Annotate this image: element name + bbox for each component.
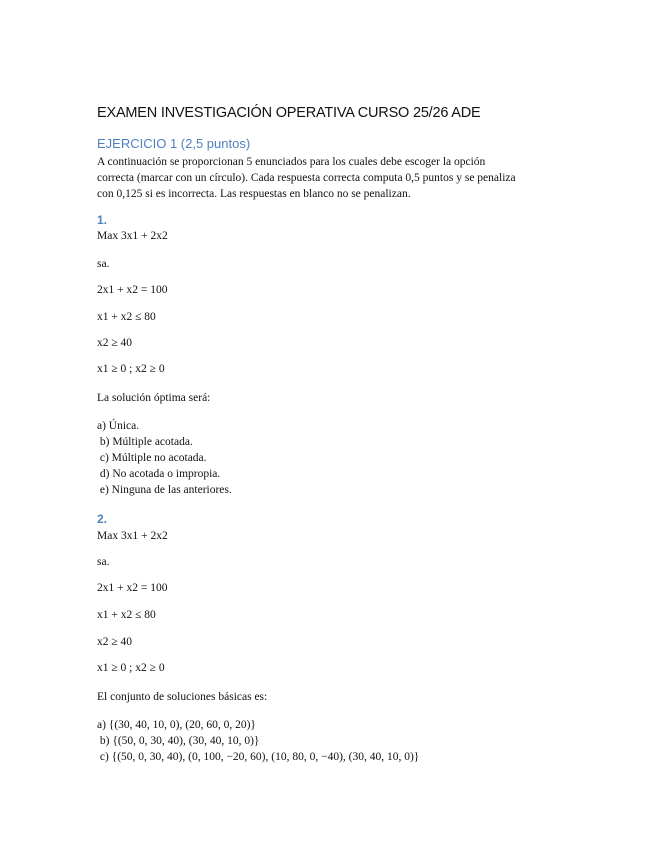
q2-subject-to: sa.	[97, 556, 110, 568]
q2-constraint-2: x1 + x2 ≤ 80	[97, 609, 156, 621]
q2-constraint-3: x2 ≥ 40	[97, 636, 133, 648]
q1-subject-to: sa.	[97, 258, 110, 270]
q1-constraint-4: x1 ≥ 0 ; x2 ≥ 0	[97, 363, 165, 375]
question-2-number: 2.	[97, 512, 108, 526]
q1-constraint-3: x2 ≥ 40	[97, 337, 133, 349]
q1-option-c: c) Múltiple no acotada.	[97, 452, 207, 464]
q2-objective: Max 3x1 + 2x2	[97, 530, 168, 542]
exercise-heading: EJERCICIO 1 (2,5 puntos)	[97, 136, 251, 151]
q1-option-b: b) Múltiple acotada.	[97, 436, 193, 448]
intro-line-2: correcta (marcar con un círculo). Cada respuesta correcta computa 0,5 puntos y se penaliza	[97, 172, 516, 184]
intro-line-1: A continuación se proporcionan 5 enunciados para los cuales debe escoger la opción	[97, 156, 486, 168]
q2-option-b: b) {(50, 0, 30, 40), (30, 40, 10, 0)}	[97, 735, 260, 747]
q1-question: La solución óptima será:	[97, 392, 211, 404]
q1-option-a: a) Única.	[97, 420, 140, 432]
q2-constraint-1: 2x1 + x2 = 100	[97, 582, 168, 594]
q2-question: El conjunto de soluciones básicas es:	[97, 691, 268, 703]
question-1-number: 1.	[97, 213, 108, 227]
q1-option-e: e) Ninguna de las anteriores.	[97, 484, 232, 496]
q2-option-a: a) {(30, 40, 10, 0), (20, 60, 0, 20)}	[97, 719, 256, 731]
q2-constraint-4: x1 ≥ 0 ; x2 ≥ 0	[97, 662, 165, 674]
q1-constraint-2: x1 + x2 ≤ 80	[97, 311, 156, 323]
q1-objective: Max 3x1 + 2x2	[97, 230, 168, 242]
q1-option-d: d) No acotada o impropia.	[97, 468, 221, 480]
q1-constraint-1: 2x1 + x2 = 100	[97, 284, 168, 296]
q2-option-c: c) {(50, 0, 30, 40), (0, 100, −20, 60), (10, 80, 0, −40), (30, 40, 10, 0)}	[97, 751, 420, 763]
intro-line-3: con 0,125 si es incorrecta. Las respuestas en blanco no se penalizan.	[97, 188, 411, 200]
exam-title: EXAMEN INVESTIGACIÓN OPERATIVA CURSO 25/26 ADE	[97, 105, 481, 121]
